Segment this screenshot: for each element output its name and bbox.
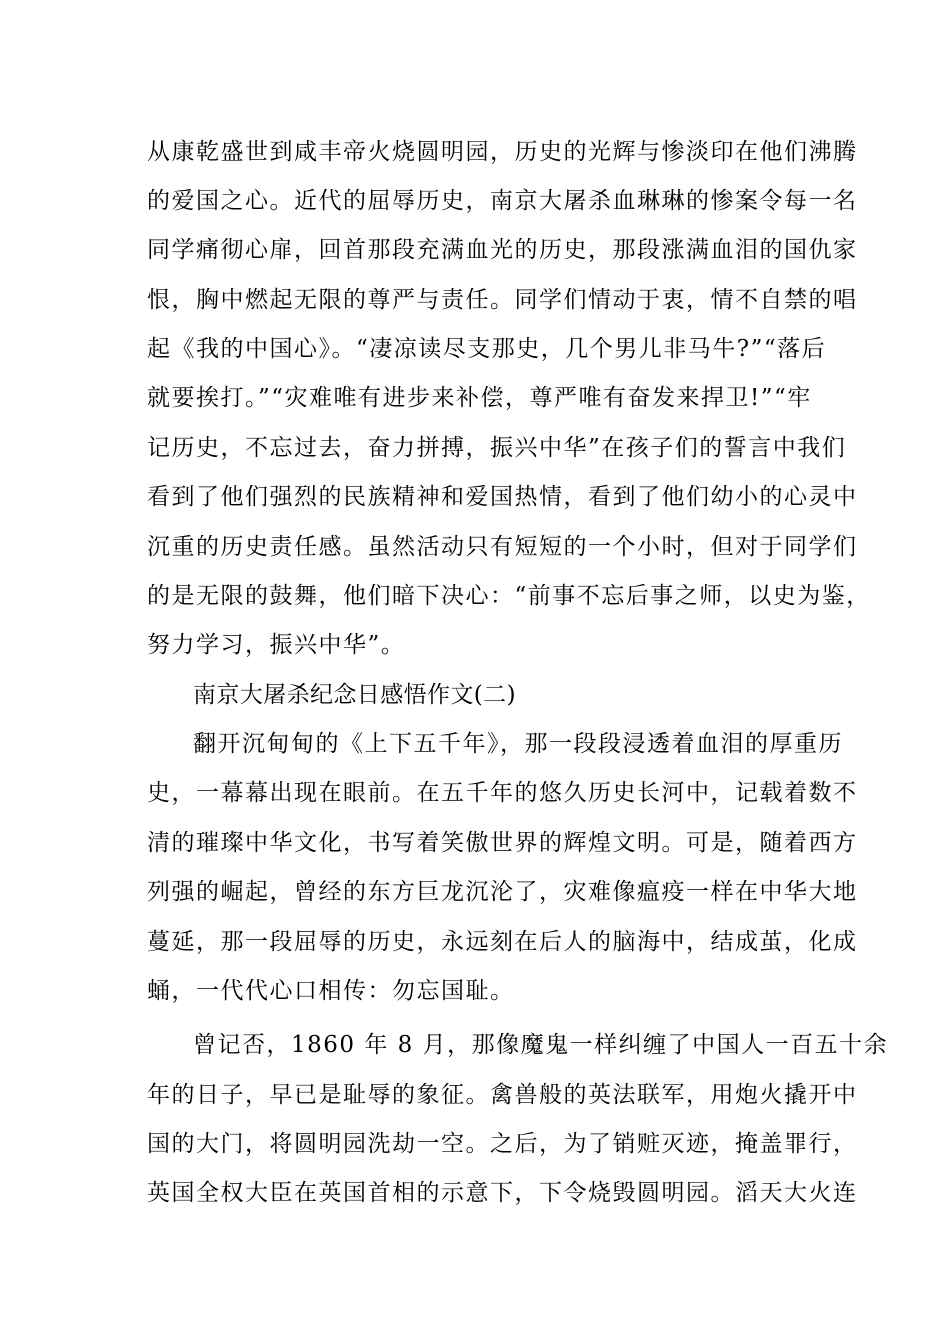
paragraph-2-line: 蔓延，那一段屈辱的历史，永远刻在后人的脑海中，结成茧，化成 — [147, 929, 858, 955]
paragraph-1-line: 从康乾盛世到咸丰帝火烧圆明园，历史的光辉与惨淡印在他们沸腾 — [147, 139, 858, 165]
section-title: 南京大屠杀纪念日感悟作文(二) — [193, 682, 516, 708]
paragraph-1-line: 沉重的历史责任感。虽然活动只有短短的一个小时，但对于同学们 — [147, 534, 858, 560]
paragraph-3-line: 年的日子，早已是耻辱的象征。禽兽般的英法联军，用炮火撬开中 — [147, 1082, 858, 1108]
paragraph-2-line: 清的璀璨中华文化，书写着笑傲世界的辉煌文明。可是，随着西方 — [147, 830, 858, 856]
paragraph-3-line: 英国全权大臣在英国首相的示意下，下令烧毁圆明园。滔天大火连 — [147, 1180, 858, 1206]
paragraph-1-line: 就要挨打。”“灾难唯有进步来补偿，尊严唯有奋发来捍卫!”“牢 — [147, 385, 812, 411]
paragraph-1-line: 的爱国之心。近代的屈辱历史，南京大屠杀血琳琳的惨案令每一名 — [147, 188, 858, 214]
paragraph-3-line: 国的大门，将圆明园洗劫一空。之后，为了销赃灭迹，掩盖罪行， — [147, 1131, 858, 1157]
paragraph-1-line: 起《我的中国心》。“凄凉读尽支那史，几个男儿非马牛?”“落后 — [147, 336, 827, 362]
paragraph-1-line: 恨，胸中燃起无限的尊严与责任。同学们情动于衷，情不自禁的唱 — [147, 287, 858, 313]
paragraph-3-line: 曾记否，1860 年 8 月，那像魔鬼一样纠缠了中国人一百五十余 — [193, 1032, 889, 1058]
paragraph-1-line: 努力学习，振兴中华”。 — [147, 632, 406, 658]
paragraph-2-line: 翻开沉甸甸的《上下五千年》，那一段段浸透着血泪的厚重历 — [193, 731, 843, 757]
paragraph-2-line: 史，一幕幕出现在眼前。在五千年的悠久历史长河中，记载着数不 — [147, 780, 858, 806]
paragraph-1-line: 记历史，不忘过去，奋力拼搏，振兴中华”在孩子们的誓言中我们 — [147, 435, 847, 461]
paragraph-1-line: 同学痛彻心扉，回首那段充满血光的历史，那段涨满血泪的国仇家 — [147, 237, 858, 263]
paragraph-1-line: 看到了他们强烈的民族精神和爱国热情，看到了他们幼小的心灵中 — [147, 484, 858, 510]
paragraph-2-line: 蛹，一代代心口相传：勿忘国耻。 — [147, 978, 515, 1004]
paragraph-2-line: 列强的崛起，曾经的东方巨龙沉沦了，灾难像瘟疫一样在中华大地 — [147, 879, 858, 905]
paragraph-1-line: 的是无限的鼓舞，他们暗下决心：“前事不忘后事之师，以史为鉴， — [147, 583, 871, 609]
